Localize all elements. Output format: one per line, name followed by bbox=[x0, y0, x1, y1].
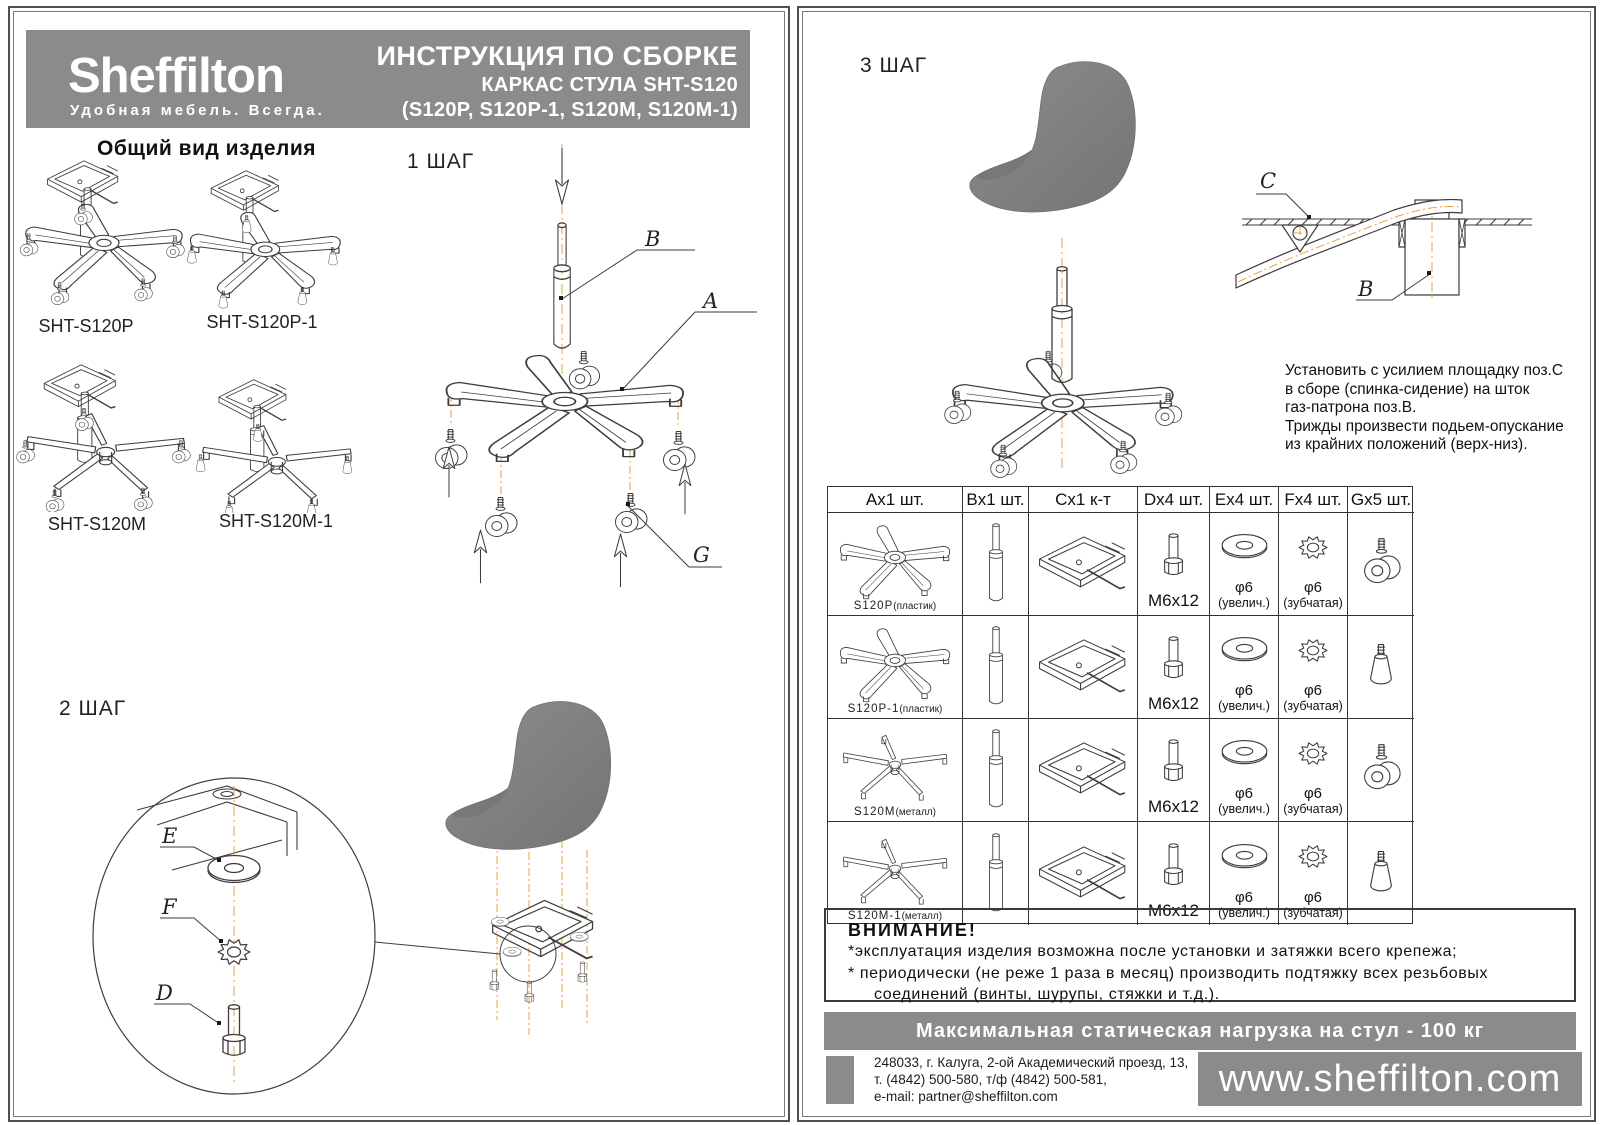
seat-plate-icon bbox=[47, 161, 117, 204]
model-sht-s120p-1-drawing bbox=[180, 168, 365, 310]
glide-foot-icon bbox=[298, 287, 307, 304]
bolt-icon bbox=[1160, 633, 1187, 683]
step3-heading: 3 ШАГ bbox=[860, 54, 928, 77]
col-header-g: Gx5 шт. bbox=[1348, 487, 1414, 513]
cell-seatplate bbox=[1029, 719, 1138, 822]
base-label: S120M(металл) bbox=[854, 806, 936, 818]
base-label: S120P(пластик) bbox=[853, 600, 937, 612]
gas-lift-icon bbox=[981, 728, 1011, 812]
col-header-d: Dx4 шт. bbox=[1138, 487, 1210, 513]
attention-box bbox=[824, 908, 1576, 1002]
cell-washer bbox=[1210, 513, 1279, 616]
base-5leg-metal-icon bbox=[203, 426, 351, 506]
gas-lift-icon bbox=[981, 625, 1011, 709]
cell-bolt bbox=[1138, 616, 1210, 719]
star-washer-icon bbox=[1292, 633, 1334, 668]
callout-c: C bbox=[1260, 169, 1277, 193]
seat-plate-icon bbox=[211, 171, 278, 212]
address-line-1: 248033, г. Калуга, 2-ой Академический проезд, 13, bbox=[874, 1055, 1189, 1070]
cell-washer bbox=[1210, 616, 1279, 719]
doc-title: ИНСТРУКЦИЯ ПО СБОРКЕ bbox=[376, 41, 738, 71]
callout-f: F bbox=[162, 895, 177, 919]
step2-diagram bbox=[42, 690, 762, 1102]
attention-heading: ВНИМАНИЕ! bbox=[848, 920, 977, 940]
star-washer-icon bbox=[1292, 736, 1334, 771]
base-5star-plastic-icon bbox=[830, 627, 960, 707]
gas-lift-icon bbox=[981, 522, 1011, 606]
callout-e: E bbox=[162, 824, 178, 848]
attention-line-3: соединений (винты, шурупы, стяжки и т.д.). bbox=[874, 986, 1220, 1004]
instruction-line: из крайних положений (верх-низ). bbox=[1285, 436, 1528, 453]
col-header-e: Ex4 шт. bbox=[1210, 487, 1279, 513]
model-label-s120p-1: SHT-S120P-1 bbox=[206, 312, 318, 332]
step3-diagram bbox=[932, 42, 1192, 492]
col-header-b: Bx1 шт. bbox=[963, 487, 1029, 513]
washer-icon bbox=[208, 856, 260, 883]
page-right bbox=[797, 6, 1596, 1122]
caster-icon bbox=[134, 488, 152, 510]
bolt-icon bbox=[1160, 530, 1187, 580]
seat-plate-icon bbox=[1033, 634, 1133, 700]
step3-instruction-text bbox=[1285, 362, 1590, 455]
seat-plate-icon bbox=[44, 365, 115, 408]
step2-heading: 2 ШАГ bbox=[59, 697, 127, 720]
bolt-size-label: M6x12 bbox=[1147, 797, 1200, 816]
cell-foot bbox=[1348, 719, 1414, 822]
footer-accent-square bbox=[826, 1056, 854, 1104]
base-5star-plastic-icon bbox=[190, 212, 340, 297]
lockwasher-label: φ6 (зубчатая) bbox=[1283, 888, 1343, 920]
washer-icon bbox=[1217, 530, 1272, 564]
page-left bbox=[8, 6, 790, 1122]
model-label-s120m: SHT-S120M bbox=[47, 514, 147, 534]
washer-label: φ6 (увелич.) bbox=[1218, 888, 1270, 920]
caster-icon bbox=[75, 408, 93, 430]
base-5star-icon bbox=[447, 356, 684, 462]
base-5star-icon bbox=[953, 359, 1173, 461]
address-line-3: e-mail: partner@sheffilton.com bbox=[874, 1089, 1058, 1104]
doc-subtitle-models: (S120P, S120P-1, S120M, S120M-1) bbox=[401, 99, 738, 121]
chair-shell bbox=[446, 701, 611, 849]
magnifier-link-line bbox=[375, 942, 500, 954]
glide-foot-icon bbox=[1362, 640, 1400, 694]
chair-shell bbox=[970, 62, 1136, 213]
bolt-size-label: M6x12 bbox=[1147, 694, 1200, 713]
washer-icon bbox=[570, 932, 588, 941]
caster-icon bbox=[1359, 743, 1404, 797]
washer-icon bbox=[491, 917, 509, 926]
washer-label: φ6 (увелич.) bbox=[1218, 784, 1270, 816]
callout-d: D bbox=[156, 981, 173, 1005]
caster-icon bbox=[1359, 537, 1404, 591]
star-washer-icon bbox=[1292, 530, 1334, 565]
cell-seatplate bbox=[1029, 513, 1138, 616]
doc-subtitle: КАРКАС СТУЛА SHT-S120 bbox=[481, 74, 738, 96]
base-label: S120P-1(пластик) bbox=[847, 703, 943, 715]
bolt-size-label: M6x12 bbox=[1147, 901, 1200, 920]
glide-foot-icon bbox=[328, 248, 337, 265]
seat-plate-icon bbox=[1033, 531, 1133, 597]
model-sht-s120m-1-drawing bbox=[190, 377, 370, 513]
parts-table bbox=[827, 486, 1413, 924]
cell-washer bbox=[1210, 719, 1279, 822]
cell-base bbox=[828, 719, 963, 822]
lockwasher-label: φ6 (зубчатая) bbox=[1283, 681, 1343, 713]
cell-bolt bbox=[1138, 719, 1210, 822]
base-label: S120M-1(металл) bbox=[847, 910, 943, 922]
model-label-s120p: SHT-S120P bbox=[38, 316, 134, 336]
step1-heading: 1 ШАГ bbox=[407, 150, 475, 173]
cell-gaslift bbox=[963, 719, 1029, 822]
callout-b: B bbox=[645, 227, 661, 251]
cell-gaslift bbox=[963, 513, 1029, 616]
cell-base bbox=[828, 616, 963, 719]
caster-icon bbox=[569, 351, 599, 388]
lockwasher-label: φ6 (зубчатая) bbox=[1283, 578, 1343, 610]
bolt-icon bbox=[578, 962, 587, 982]
cell-foot bbox=[1348, 616, 1414, 719]
website-banner: www.sheffilton.com bbox=[1198, 1052, 1582, 1106]
base-5leg-metal-icon bbox=[830, 730, 960, 810]
glide-foot-icon bbox=[1362, 847, 1400, 901]
seat-plate-icon bbox=[1033, 841, 1133, 907]
base-5leg-metal-icon bbox=[830, 834, 960, 914]
washer-label: φ6 (увелич.) bbox=[1218, 681, 1270, 713]
base-5star-plastic-icon bbox=[830, 524, 960, 604]
washer-icon bbox=[1217, 840, 1272, 874]
seat-plate-icon bbox=[1033, 737, 1133, 803]
instruction-line: газ-патрона поз.В. bbox=[1285, 399, 1417, 416]
col-header-f: Fx4 шт. bbox=[1279, 487, 1348, 513]
max-load-bar: Максимальная статическая нагрузка на стул - 100 кг bbox=[824, 1012, 1576, 1050]
bolt-icon bbox=[1160, 840, 1187, 890]
arrow-up-icon bbox=[679, 464, 691, 514]
caster-icon bbox=[616, 494, 648, 533]
model-sht-s120m-drawing bbox=[14, 362, 204, 512]
footer-address bbox=[874, 1054, 1194, 1105]
callout-b: B bbox=[1358, 277, 1374, 301]
attention-line-2: * периодически (не реже 1 раза в месяц) производить подтяжку всех резьбовых bbox=[848, 964, 1489, 982]
seat-plate-icon bbox=[219, 380, 286, 421]
step3-detail-drawing bbox=[1234, 160, 1579, 310]
col-header-c: Cx1 к-т bbox=[1029, 487, 1138, 513]
callout-a: A bbox=[703, 289, 719, 313]
glide-foot-icon bbox=[187, 246, 196, 263]
base-5star-plastic-icon bbox=[26, 204, 182, 293]
address-line-2: т. (4842) 500-580, т/ф (4842) 500-581, bbox=[874, 1072, 1107, 1087]
washer-icon bbox=[1217, 633, 1272, 667]
lockwasher-label: φ6 (зубчатая) bbox=[1283, 784, 1343, 816]
overview-heading: Общий вид изделия bbox=[97, 137, 317, 160]
instruction-line: в сборе (спинка-сидение) на шток bbox=[1285, 380, 1530, 398]
cell-lockwasher bbox=[1279, 616, 1348, 719]
bolt-size-label: M6x12 bbox=[1147, 591, 1200, 610]
glide-foot-icon bbox=[343, 456, 352, 473]
col-header-a: Ax1 шт. bbox=[828, 487, 963, 513]
instruction-line: Трижды произвести подьем-опускание bbox=[1285, 417, 1564, 435]
instruction-line: Установить с усилием площадку поз.С bbox=[1285, 362, 1564, 379]
cell-seatplate bbox=[1029, 616, 1138, 719]
washer-label: φ6 (увелич.) bbox=[1218, 578, 1270, 610]
callout-g: G bbox=[693, 543, 710, 567]
bolt-icon bbox=[1160, 736, 1187, 786]
base-5leg-metal-icon bbox=[27, 414, 185, 499]
attention-line-1: *эксплуатация изделия возможна после установки и затяжки всего крепежа; bbox=[848, 943, 1458, 960]
cell-lockwasher bbox=[1279, 719, 1348, 822]
cell-base bbox=[828, 513, 963, 616]
washer-icon bbox=[503, 947, 521, 956]
brand-logo: Sheffilton bbox=[68, 49, 284, 103]
caster-icon bbox=[664, 432, 696, 471]
arrow-up-icon bbox=[474, 530, 486, 583]
cell-lockwasher bbox=[1279, 513, 1348, 616]
header-band bbox=[26, 30, 750, 128]
brand-tagline: Удобная мебель. Всегда. bbox=[70, 102, 325, 119]
arrow-down-icon bbox=[556, 148, 569, 204]
gas-lift-icon bbox=[981, 832, 1011, 916]
caster-icon bbox=[486, 498, 518, 537]
washer-icon bbox=[1217, 736, 1272, 770]
model-label-s120m-1: SHT-S120M-1 bbox=[218, 511, 334, 531]
cell-gaslift bbox=[963, 616, 1029, 719]
cell-foot bbox=[1348, 513, 1414, 616]
step1-diagram bbox=[427, 142, 787, 602]
arrow-up-icon bbox=[614, 534, 626, 587]
caster-icon bbox=[17, 441, 35, 463]
star-washer-icon bbox=[1292, 839, 1334, 874]
cell-bolt bbox=[1138, 513, 1210, 616]
